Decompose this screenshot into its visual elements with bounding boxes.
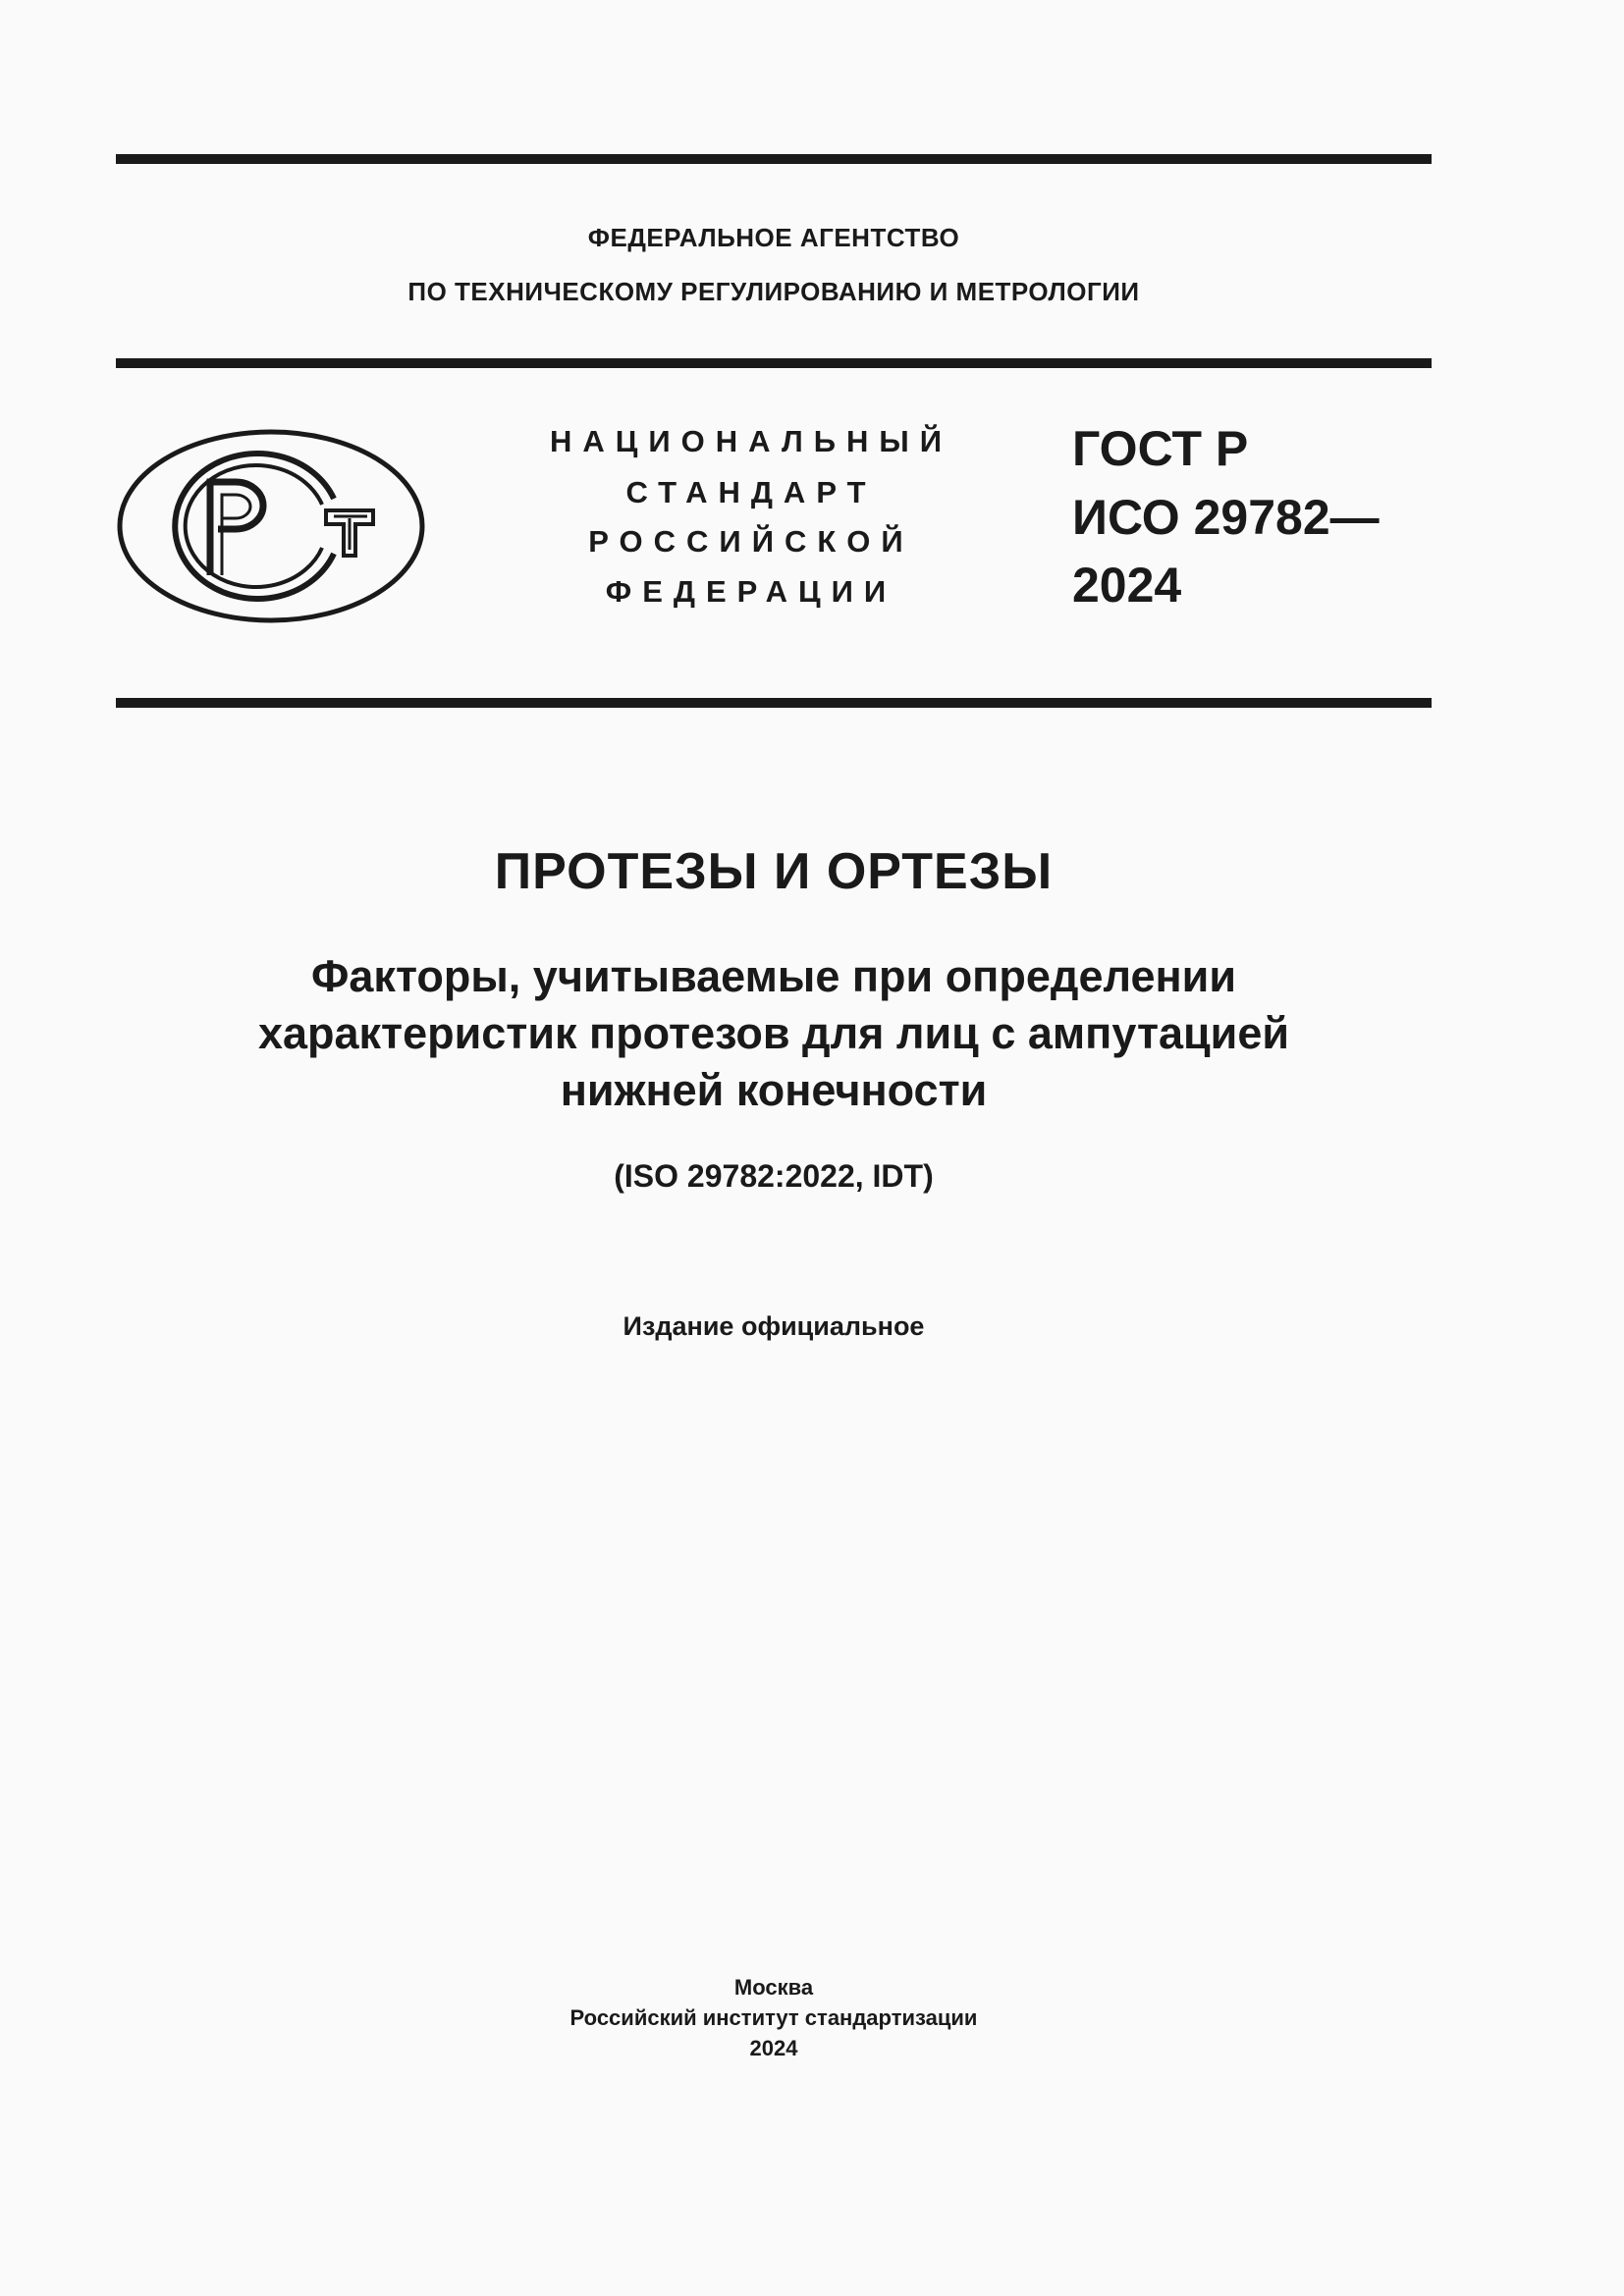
national-standard-line-2: СТАНДАРТ xyxy=(625,475,877,509)
iso-reference: (ISO 29782:2022, IDT) xyxy=(614,1158,934,1194)
national-standard-line-1: НАЦИОНАЛЬНЫЙ xyxy=(549,424,953,458)
agency-rule xyxy=(116,358,1432,368)
document-subtitle-line-2: характеристик протезов для лиц с ампутацией xyxy=(257,1008,1290,1058)
document-subtitle-line-3: нижней конечности xyxy=(560,1065,988,1115)
document-title: ПРОТЕЗЫ И ОРТЕЗЫ xyxy=(494,843,1054,900)
imprint-year: 2024 xyxy=(749,2036,798,2060)
imprint-publisher: Российский институт стандартизации xyxy=(569,2005,978,2030)
header-rule xyxy=(116,698,1432,708)
document-subtitle-line-1: Факторы, учитываемые при определении xyxy=(310,951,1236,1001)
designation-line-3: 2024 xyxy=(1072,558,1182,613)
edition-label: Издание официальное xyxy=(623,1311,925,1341)
top-rule xyxy=(116,154,1432,164)
imprint-city: Москва xyxy=(733,1975,814,2000)
national-standard-line-4: ФЕДЕРАЦИИ xyxy=(605,574,897,609)
agency-line-1: ФЕДЕРАЛЬНОЕ АГЕНТСТВО xyxy=(587,223,960,252)
designation-line-1: ГОСТ Р xyxy=(1072,421,1249,476)
national-standard-line-3: РОССИЙСКОЙ xyxy=(588,524,914,559)
agency-line-2: ПО ТЕХНИЧЕСКОМУ РЕГУЛИРОВАНИЮ И МЕТРОЛОГИИ xyxy=(407,277,1140,306)
rst-logo-icon xyxy=(116,428,426,624)
designation-line-2: ИСО 29782— xyxy=(1072,490,1380,545)
